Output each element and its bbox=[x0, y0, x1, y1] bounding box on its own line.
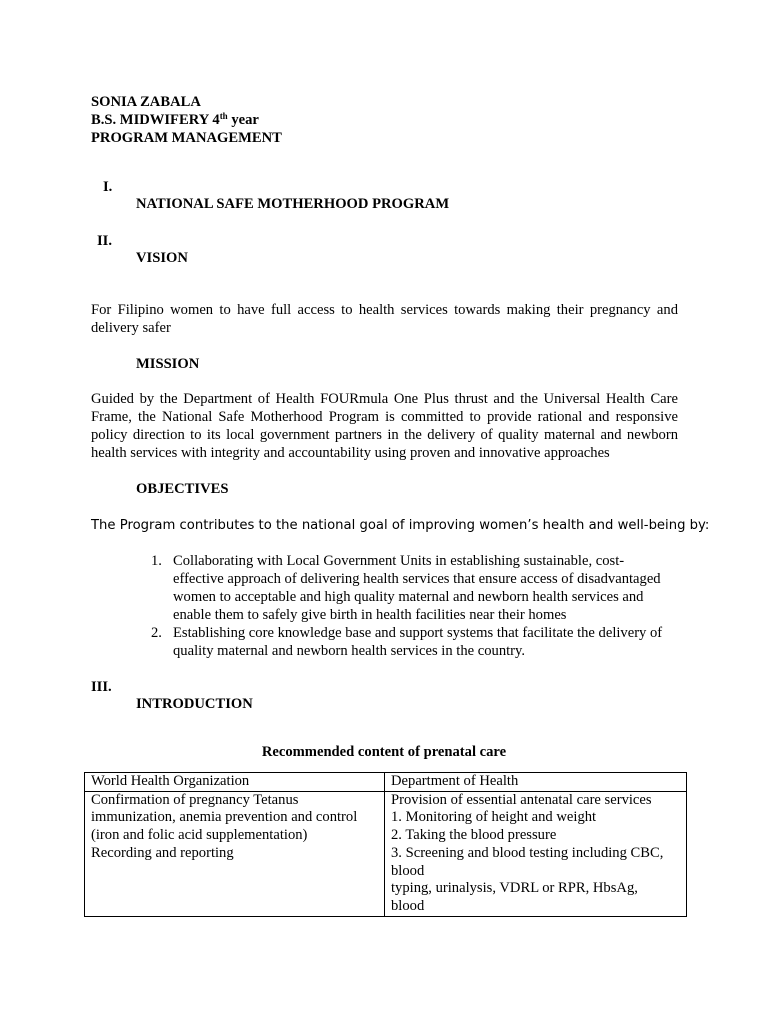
section-1-numeral: I. bbox=[103, 179, 113, 195]
who-cell bbox=[85, 791, 385, 916]
table-header-row bbox=[85, 773, 687, 792]
cell-line: Confirmation of pregnancy Tetanus bbox=[91, 791, 299, 808]
cell-line: typing, urinalysis, VDRL or RPR, HbsAg, bbox=[391, 880, 638, 897]
cell-line: (iron and folic acid supplementation) bbox=[91, 827, 308, 844]
prenatal-care-table bbox=[84, 772, 687, 917]
author-name: SONIA ZABALA bbox=[91, 94, 201, 110]
mission-heading: MISSION bbox=[136, 356, 200, 372]
course-line bbox=[91, 111, 259, 129]
cell-line: blood bbox=[391, 897, 425, 914]
doh-cell bbox=[385, 791, 687, 916]
cell-line: 1. Monitoring of height and weight bbox=[391, 809, 597, 826]
section-3-numeral: III. bbox=[91, 679, 112, 695]
cell-line: Provision of essential antenatal care services bbox=[391, 791, 652, 808]
course-suffix: year bbox=[227, 112, 259, 128]
course-superscript: th bbox=[219, 111, 228, 121]
vision-paragraph: For Filipino women to have full access to health services towards making their pregnancy and delivery safer bbox=[91, 302, 678, 336]
objective-number: 2. bbox=[151, 625, 162, 641]
objectives-heading: OBJECTIVES bbox=[136, 481, 229, 497]
mission-paragraph: Guided by the Department of Health FOURmula One Plus thrust and the Universal Health Care Frame, the National Safe Motherhood Program is committed to provide rational and responsive policy direction to its local government partners in the delivery of quality maternal and newborn health services with integrity and accountability using proven and innovative approaches bbox=[91, 391, 678, 461]
cell-line: 3. Screening and blood testing including CBC, bbox=[391, 844, 664, 861]
objective-item-1 bbox=[151, 552, 671, 624]
introduction-heading: INTRODUCTION bbox=[136, 696, 253, 712]
objectives-intro: The Program contributes to the national goal of improving women’s health and well-being by: bbox=[91, 518, 710, 533]
table-caption: Recommended content of prenatal care bbox=[261, 744, 507, 760]
objective-item-2 bbox=[151, 624, 671, 660]
section-1-title: NATIONAL SAFE MOTHERHOOD PROGRAM bbox=[136, 196, 450, 212]
cell-line: immunization, anemia prevention and control bbox=[91, 809, 358, 826]
column-header-who: World Health Organization bbox=[85, 773, 385, 792]
objective-text: Establishing core knowledge base and support systems that facilitate the delivery of quality maternal and newborn health services in the country. bbox=[173, 625, 663, 659]
objective-number: 1. bbox=[151, 553, 162, 569]
cell-line: 2. Taking the blood pressure bbox=[391, 827, 557, 844]
vision-heading: VISION bbox=[136, 250, 188, 266]
objective-text: Collaborating with Local Government Units in establishing sustainable, cost-effective approach of delivering health services that ensure access of disadvantaged women to acceptable and high quality maternal and newborn health services and enable them to safely give birth in health facilities near their homes bbox=[173, 553, 661, 623]
cell-line: Recording and reporting bbox=[91, 844, 234, 861]
course-prefix: B.S. MIDWIFERY 4 bbox=[91, 112, 220, 128]
subject-title: PROGRAM MANAGEMENT bbox=[91, 130, 282, 146]
objectives-list bbox=[151, 552, 671, 660]
column-header-doh: Department of Health bbox=[385, 773, 687, 792]
cell-line: blood bbox=[391, 862, 425, 879]
section-2-numeral: II. bbox=[97, 233, 113, 249]
table-row bbox=[85, 791, 687, 916]
